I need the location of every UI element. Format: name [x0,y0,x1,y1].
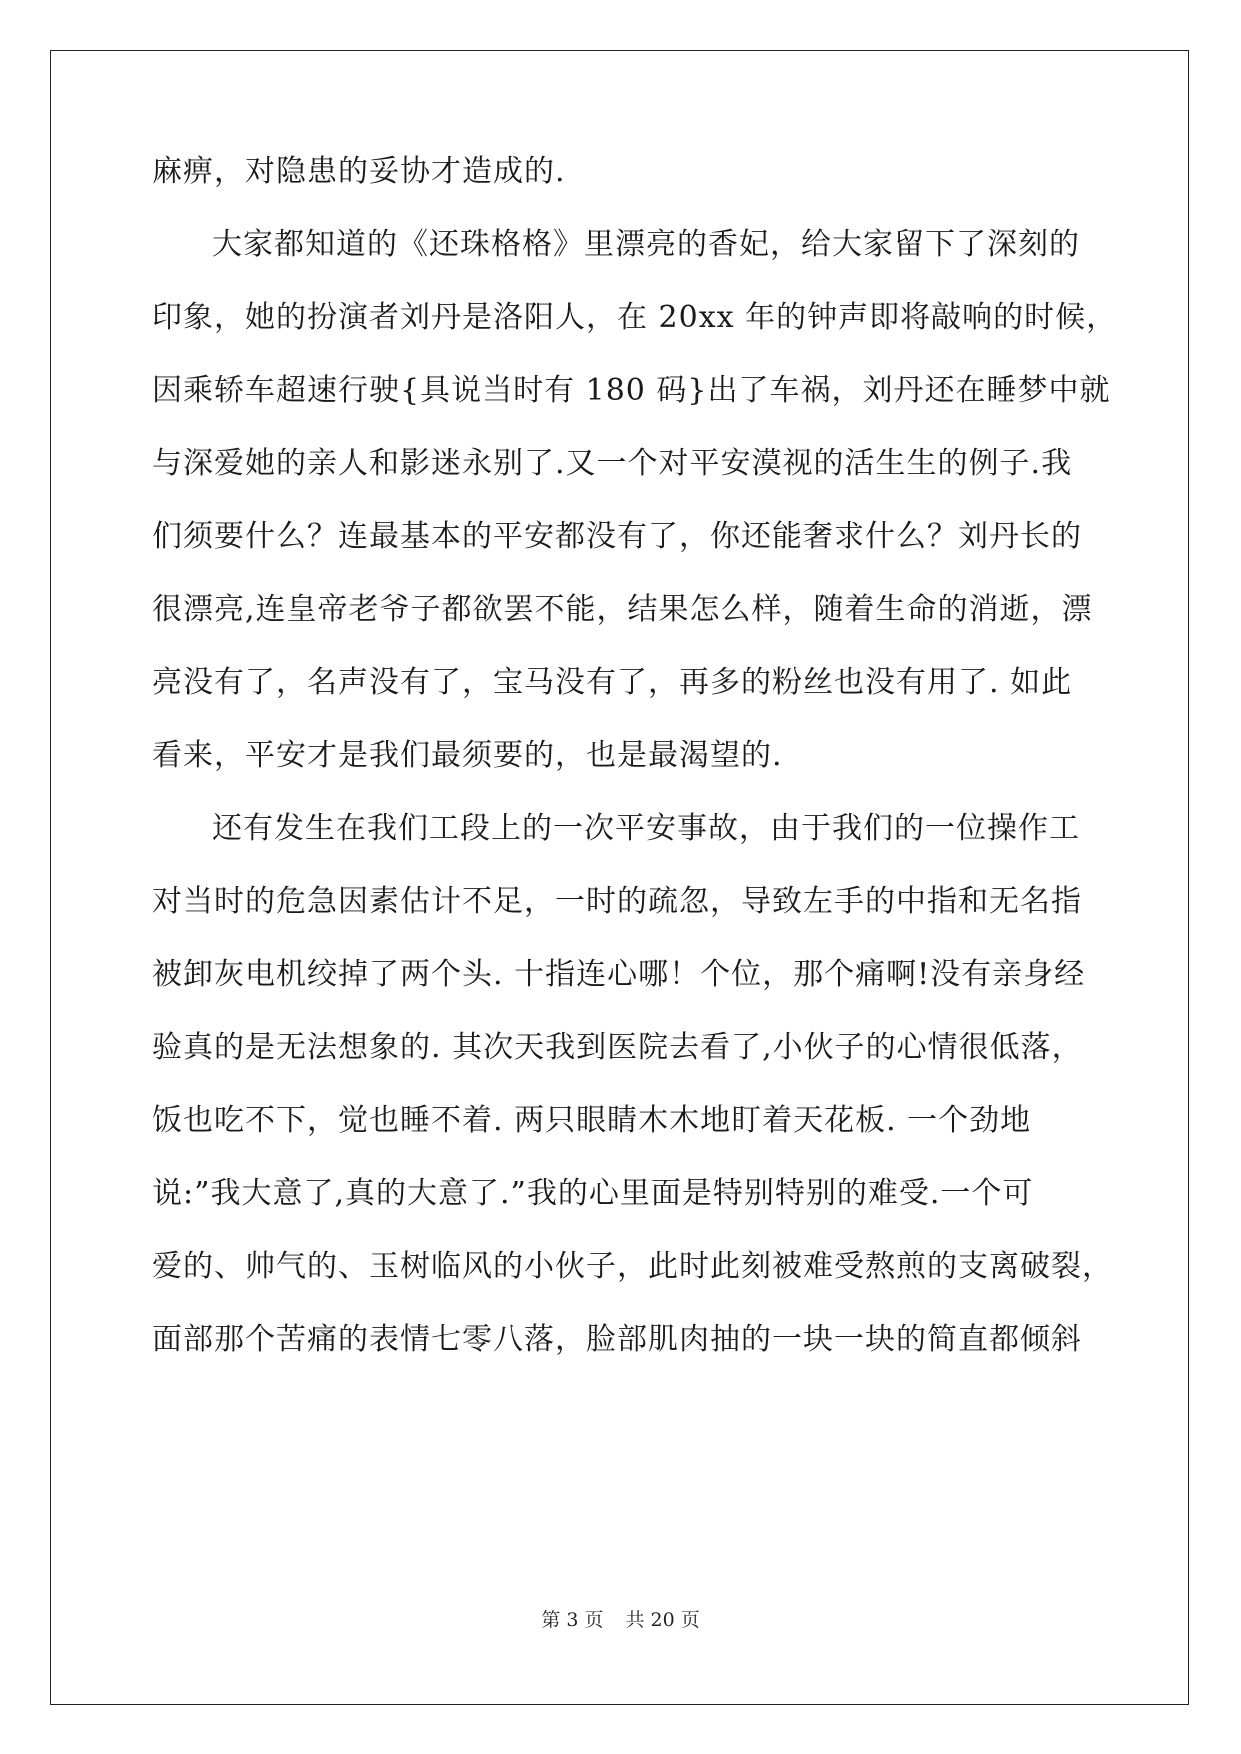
page-footer [0,1608,1241,1632]
page-total: 共 20 页 [625,1609,700,1631]
text-line: 因乘轿车超速行驶{具说当时有 180 码}出了车祸，刘丹还在睡梦中就 [152,373,1111,408]
text-line: 被卸灰电机绞掉了两个头. 十指连心哪！个位，那个痛啊!没有亲身经 [152,957,1086,992]
text-line: 饭也吃不下，觉也睡不着. 两只眼睛木木地盯着天花板. 一个劲地 [152,1103,1032,1138]
text-line: 印象，她的扮演者刘丹是洛阳人，在 20xx 年的钟声即将敲响的时候， [152,300,1118,335]
paragraph-first-line: 大家都知道的《还珠格格》里漂亮的香妃，给大家留下了深刻的 [212,227,1080,262]
text-line: 们须要什么？连最基本的平安都没有了，你还能奢求什么？刘丹长的 [152,519,1082,554]
text-line: 验真的是无法想象的. 其次天我到医院去看了,小伙子的心情很低落， [152,1030,1083,1065]
paragraph-first-line: 还有发生在我们工段上的一次平安事故，由于我们的一位操作工 [212,811,1080,846]
text-line: 面部那个苦痛的表情七零八落，脸部肌肉抽的一块一块的简直都倾斜 [152,1322,1082,1357]
text-line: 亮没有了，名声没有了，宝马没有了，再多的粉丝也没有用了. 如此 [152,665,1073,700]
text-line: 对当时的危急因素估计不足，一时的疏忽，导致左手的中指和无名指 [152,884,1082,919]
text-line: 很漂亮,连皇帝老爷子都欲罢不能，结果怎么样，随着生命的消逝，漂 [152,592,1093,627]
text-line: 麻痹，对隐患的妥协才造成的. [152,154,566,189]
text-line: 看来，平安才是我们最须要的，也是最渴望的. [152,738,783,773]
page-number: 第 3 页 [541,1609,604,1631]
text-line: 爱的、帅气的、玉树临风的小伙子，此时此刻被难受熬煎的支离破裂， [152,1249,1113,1284]
text-line: 与深爱她的亲人和影迷永别了.又一个对平安漠视的活生生的例子.我 [152,446,1073,481]
text-line: 说:”我大意了,真的大意了.”我的心里面是特别特别的难受.一个可 [152,1176,1034,1211]
